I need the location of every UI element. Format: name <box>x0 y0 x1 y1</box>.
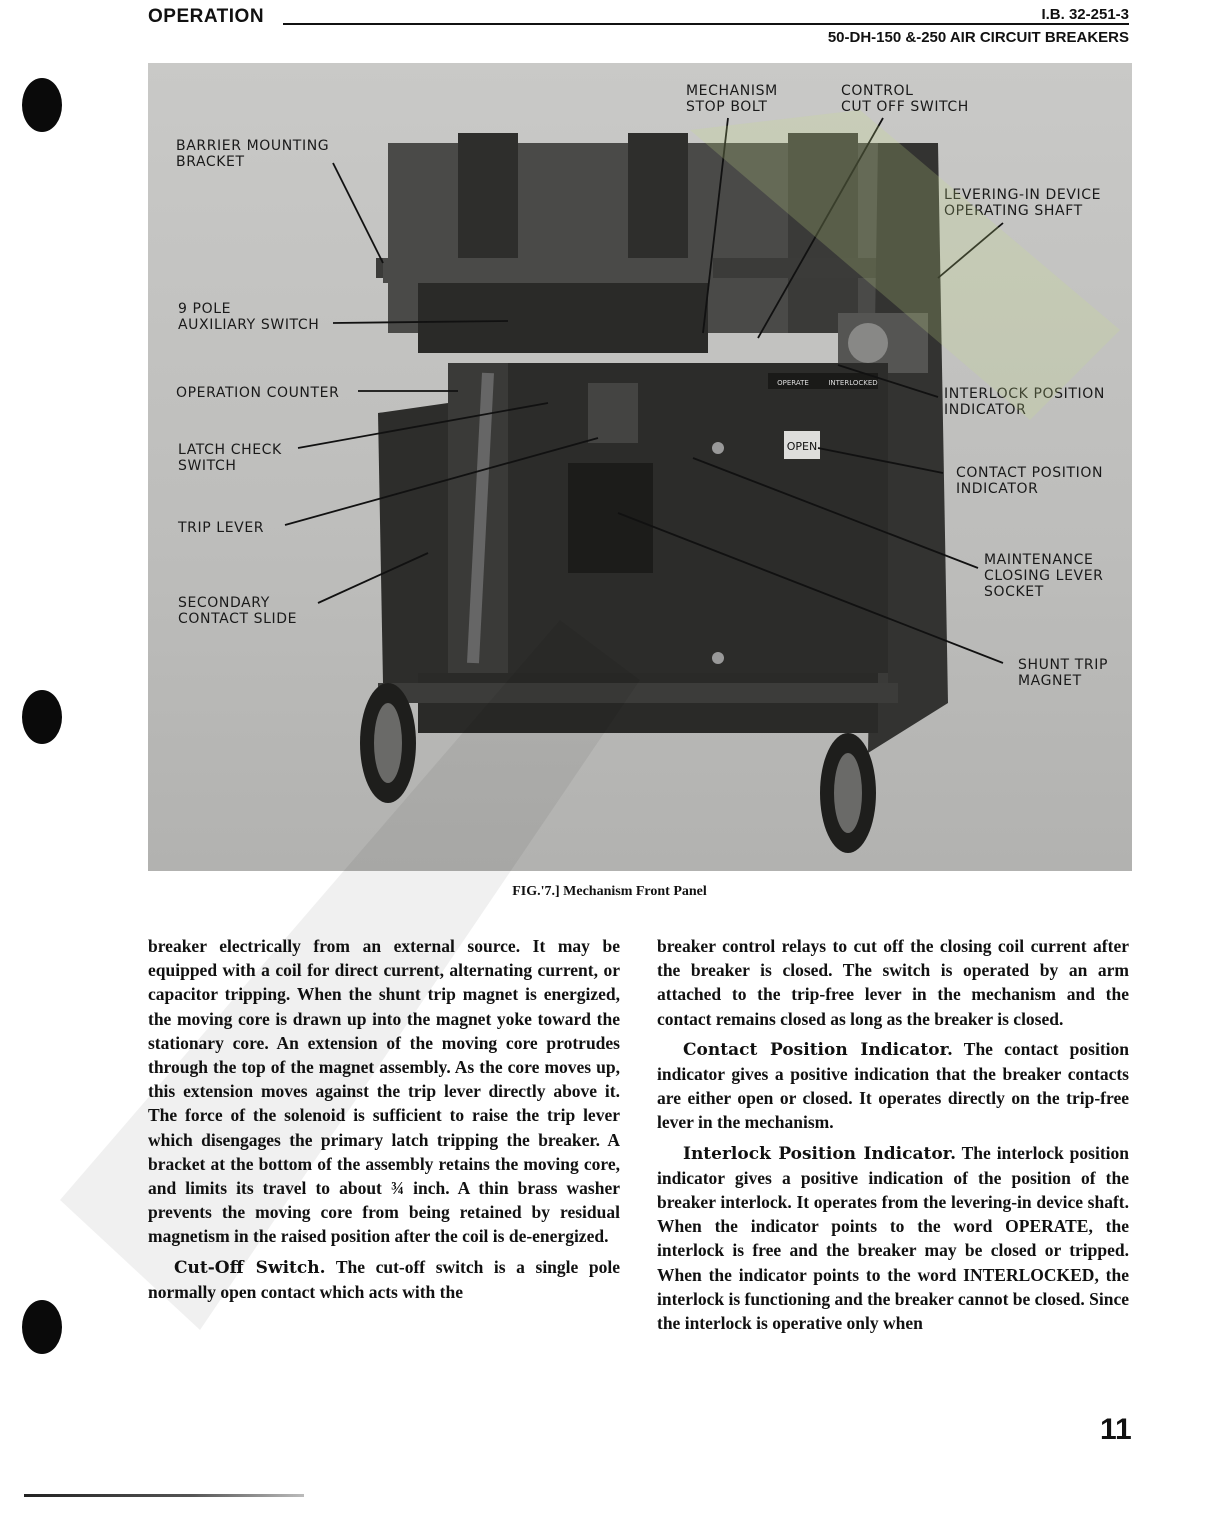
right-column <box>657 934 1129 1341</box>
cutoff-continued-paragraph: breaker control relays to cut off the closing coil current after the breaker is closed. The switch is operated by an arm attached to the trip-free lever in the mechanism and the contact remains closed as long as the breaker is closed. <box>657 936 1129 1029</box>
label-secondary-contact-slide: SECONDARY CONTACT SLIDE <box>178 595 298 627</box>
document-title: 50-DH-150 &-250 AIR CIRCUIT BREAKERS <box>827 29 1129 46</box>
contact-position-paragraph <box>657 1037 1129 1135</box>
label-9-pole-auxiliary-switch: 9 POLE AUXILIARY SWITCH <box>178 301 320 333</box>
footer-scan-line <box>24 1494 304 1497</box>
interlocked-plate-text: INTERLOCKED <box>828 379 878 387</box>
contact-position-text: The contact position indicator gives a positive indication that the breaker contacts are either open or closed. It operates directly on the trip-free lever in the mechanism. <box>657 1038 1129 1133</box>
label-maintenance-closing-lever-socket: MAINTENANCE CLOSING LEVER SOCKET <box>984 552 1104 600</box>
document-number: I.B. 32-251-3 <box>1041 6 1129 23</box>
cutoff-switch-heading: Cut-Off Switch. <box>174 1257 326 1278</box>
page-number: 11 <box>1100 1413 1132 1446</box>
left-column <box>148 934 620 1310</box>
punch-hole-middle <box>22 690 62 744</box>
label-shunt-trip-magnet: SHUNT TRIP MAGNET <box>1018 657 1108 689</box>
label-barrier-mounting-bracket: BARRIER MOUNTING BRACKET <box>176 138 330 170</box>
cutoff-switch-text: The cut-off switch is a single pole normally open contact which acts with the <box>148 1256 620 1302</box>
label-levering-in-device: LEVERING-IN DEVICE OPERATING SHAFT <box>944 187 1102 219</box>
label-operation-counter: OPERATION COUNTER <box>176 385 340 401</box>
shunt-trip-paragraph: breaker electrically from an external source. It may be equipped with a coil for direct current, alternating current, or capacitor tripping. When the shunt trip magnet is energized, the moving core is drawn up into the magnet yoke toward the stationary core. An extension of the moving core protrudes through the top of the magnet assembly. As the core moves up, this extension moves against the trip lever directly above it. The force of the solenoid is sufficient to raise the trip lever which disengages the primary latch tripping the breaker. A bracket at the bottom of the assembly retains the moving core, and limits its travel to about ¾ inch. A thin brass washer prevents the moving core from being retained by residual magnetism in the raised position after the coil is de-energized. <box>148 936 620 1247</box>
cutoff-switch-paragraph <box>148 1255 620 1304</box>
contact-position-heading: Contact Position Indicator. <box>683 1039 953 1060</box>
label-interlock-position-indicator: INTERLOCK POSITION INDICATOR <box>944 386 1105 418</box>
open-indicator-text: OPEN <box>786 440 818 453</box>
label-control-cut-off-switch: CONTROL CUT OFF SWITCH <box>841 83 969 115</box>
interlock-position-text: The interlock position indicator gives a positive indication of the position of the breaker interlock. It operates from the levering-in device shaft. When the indicator points to the word OPERATE, the interlock is free and the breaker may be closed or tripped. When the indicator points to the word INTERLOCKED, the interlock is functioning and the breaker cannot be closed. Since the interlock is operative only when <box>657 1142 1129 1334</box>
label-mechanism-stop-bolt: MECHANISM STOP BOLT <box>686 83 778 115</box>
punch-hole-bottom <box>22 1300 62 1354</box>
label-latch-check-switch: LATCH CHECK SWITCH <box>178 442 282 474</box>
mechanism-front-panel-photo <box>148 63 1132 871</box>
section-title: OPERATION <box>148 6 265 27</box>
label-contact-position-indicator: CONTACT POSITION INDICATOR <box>956 465 1104 497</box>
header-rule <box>283 23 1129 25</box>
interlock-position-paragraph <box>657 1141 1129 1336</box>
interlock-position-heading: Interlock Position Indicator. <box>683 1143 957 1164</box>
operate-plate-text: OPERATE <box>777 379 809 387</box>
punch-hole-top <box>22 78 62 132</box>
label-trip-lever: TRIP LEVER <box>178 520 265 536</box>
figure-caption: FIG.'7.] Mechanism Front Panel <box>512 884 707 899</box>
